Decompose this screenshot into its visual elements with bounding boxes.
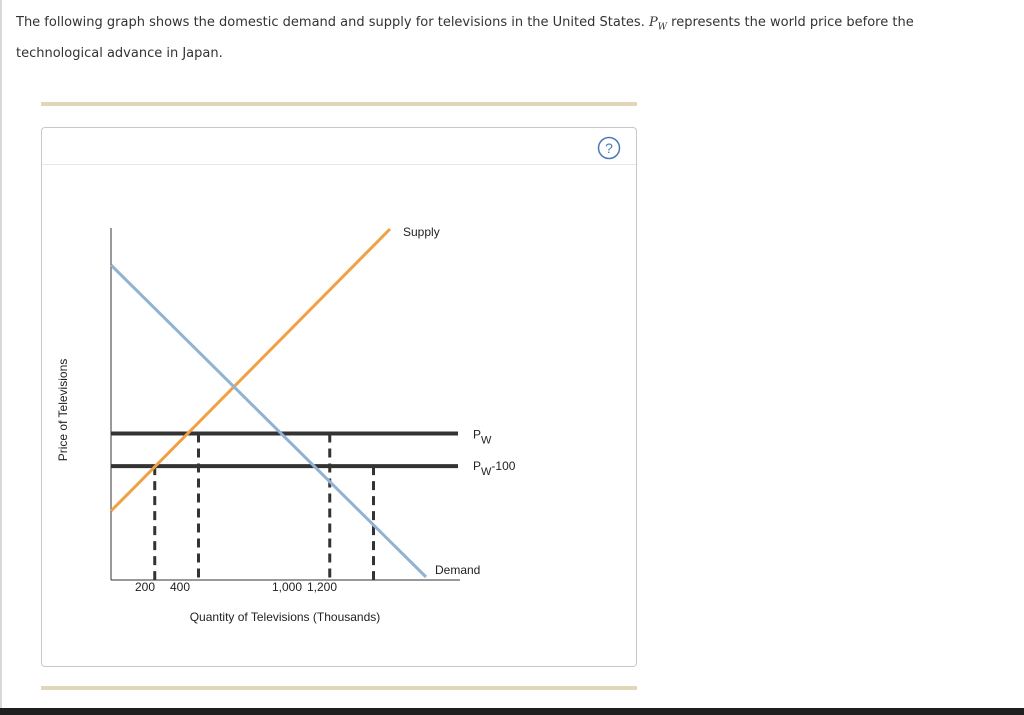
x-tick-label-400: 400 xyxy=(169,580,191,594)
graph-panel xyxy=(41,127,637,667)
supply-demand-chart xyxy=(42,128,636,666)
x-tick-label-200: 200 xyxy=(134,580,156,594)
demand-curve xyxy=(111,265,426,577)
supply-curve-label: Supply xyxy=(403,225,440,239)
question-text-after: represents the world price before the technological advance in Japan. xyxy=(16,15,914,61)
supply-curve xyxy=(111,229,390,511)
price-label-subscript: W xyxy=(481,466,492,479)
price-label-letter: P xyxy=(473,427,482,442)
x-axis-label: Quantity of Televisions (Thousands) xyxy=(189,610,381,624)
world-price-subscript: W xyxy=(657,22,667,33)
question-text xyxy=(16,10,976,67)
y-axis-label: Price of Televisions xyxy=(56,358,70,462)
demand-curve-label: Demand xyxy=(435,563,481,577)
top-divider xyxy=(41,102,637,106)
question-text-before: The following graph shows the domestic demand and supply for televisions in the United States. xyxy=(16,15,645,30)
price-label-suffix: -100 xyxy=(491,459,516,474)
left-border xyxy=(0,0,2,708)
price-label-subscript: W xyxy=(481,434,492,447)
price-line-label-pw xyxy=(473,428,492,447)
bottom-divider xyxy=(41,686,637,690)
x-tick-label-1200: 1,200 xyxy=(306,580,338,594)
price-label-letter: P xyxy=(473,459,482,474)
world-price-letter: P xyxy=(648,15,658,30)
help-icon-label: ? xyxy=(605,140,613,156)
world-price-symbol xyxy=(648,15,667,33)
price-line-label-pw-minus-100 xyxy=(473,459,516,478)
x-tick-label-1000: 1,000 xyxy=(271,580,303,594)
footer-bar xyxy=(0,708,1024,715)
